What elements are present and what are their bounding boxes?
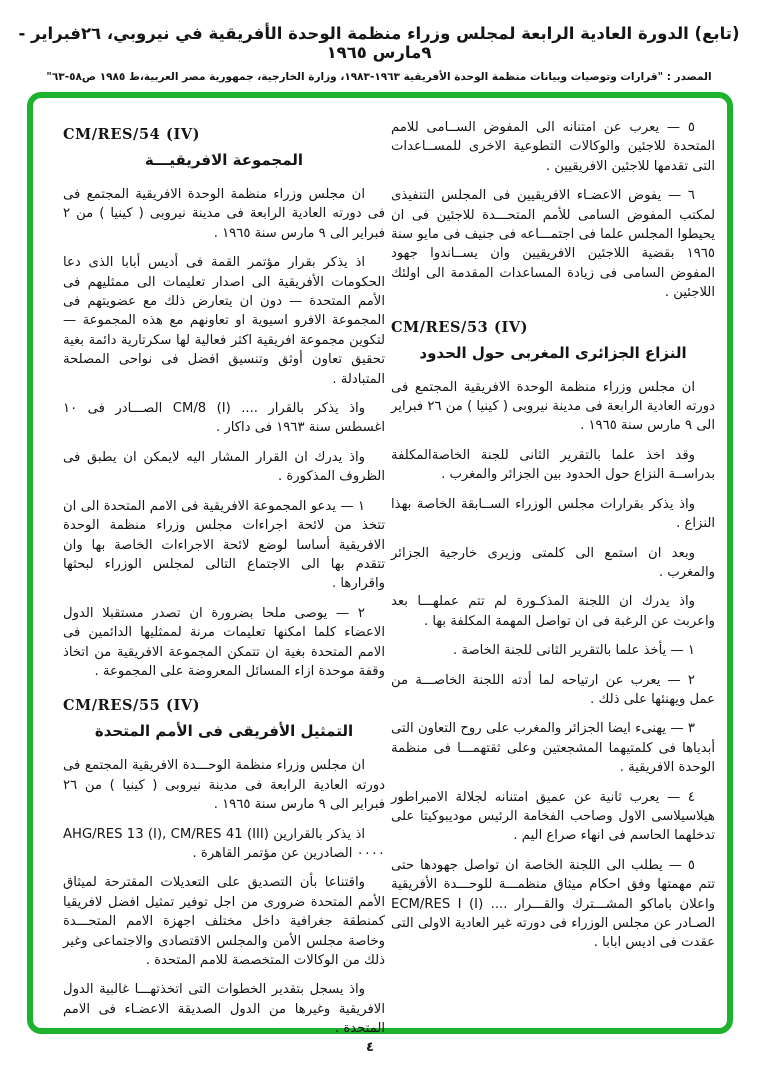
paragraph: ٢ — يعرب عن ارتياحه لما أدته اللجنة الخاصـــة من عمل ويهنئها على ذلك . — [391, 672, 715, 707]
paragraph: واذ يدرك ان اللجنة المذكـورة لم تتم عملهـــا بعد واعربت عن الرغبة فى ان تواصل المهمة المكلفة بها . — [391, 594, 715, 629]
header-source: المصدر : "قرارات وتوصيات وبيانات منظمة الوحدة الأفريقية ١٩٦٣-١٩٨٣، وزارة الخارجية، جمهورية مصر العربية،ط ١٩٨٥ ص٥٨-٦٣" — [46, 71, 712, 83]
paragraph: اذ يذكر بالقرارين AHG/RES 13 (I), CM/RES 41 (III) ٠٠٠٠ الصادرين عن مؤتمر القاهرة . — [63, 826, 385, 861]
paragraph: ٥ — يعرب عن امتنانه الى المفوض الســامى للامم المتحدة للاجئين والوكالات التطوعية الاخرى للمســاعدات التى تقدمها للاجئين الافريقيين . — [391, 120, 715, 174]
paragraph: وبعد ان استمع الى كلمتى وزيرى خارجية الجزائر والمغرب . — [391, 545, 715, 580]
resolution-label: CM/RES/53 (IV) — [391, 318, 529, 336]
paragraph: ان مجلس وزراء منظمة الوحدة الافريقية المجتمع فى دورته العادية الرابعة فى مدينة نيروبى ( كينيا ) من ٢٦ فبراير الى ٩ مارس سنة ١٩٦٥ . — [391, 379, 715, 434]
paragraph: ٥ — يطلب الى اللجنة الخاصة ان تواصل جهودها حتى تتم مهمتها وفق احكام ميثاق منظمـــة للوحـــدة الأفريقية واعلان باماكو المشـــترك والقـــرار .... ECM/RES I (I) الصـادر عن مجلس الوزراء فى دورته غير العادية الاولى التى عقدت فى اديس ابابا . — [391, 857, 715, 951]
column-right — [391, 118, 715, 963]
paragraph: ٦ — يفوض الاعضـاء الافريقيين فى المجلس التنفيذى لمكتب المفوض السامى للأمم المتحـــدة للاجئين فى ان يحيطوا المجلس علما فى اجتمـــاعه فى جنيف فى مايو سنة ١٩٦٥ بقضية اللاجئين الافريقيين وان يســاندوا جهود المفوض السامى فى زيادة المساعدات المقدمة الى اولئك اللاجئين . — [391, 188, 715, 301]
paragraph: واذ يذكر بقرارات مجلس الوزراء الســابقة الخاصة بهذا النزاع . — [391, 496, 715, 532]
resolution-label: CM/RES/55 (IV) — [63, 697, 201, 715]
paragraph: ١ — يأخذ علما بالتقرير الثانى للجنة الخاصة . — [453, 643, 695, 659]
content-border-box — [27, 92, 733, 1037]
resolution-label: CM/RES/54 (IV) — [63, 126, 201, 143]
paragraph: ١ — يدعو المجموعة الافريقية فى الامم المتحدة الى ان تتخذ من لائحة اجراءات مجلس وزراء منظمة الوحدة الافريقية أساسا لوضع لائحة الاجراءات الخاصة بها وان تتقدم بها الى الاجتماع التالى لمجلس الوزراء لبحثها واقرارها . — [63, 498, 385, 592]
resolution-heading: المجموعة الافريقيـــة — [144, 151, 304, 169]
resolution-heading: النزاع الجزائرى المغربى حول الحدود — [419, 343, 687, 362]
paragraph: ٢ — يوصى ملحا بضرورة ان تصدر مستقبلا الدول الاعضاء كلما امكنها تعليمات مرنة لممثليها الدائمين فى الامم المتحدة بغية ان تتمكن المجموعة الافريقية من اتخاذ وقفة موحدة ازاء المسائل المعروضة على المجموعة . — [63, 605, 385, 679]
paragraph: ٣ — يهنىء ايضا الجزائر والمغرب على روح التعاون التى أبدياها فى كلمتيهما المشجعتين وعلى ثقتهمـــا فى منظمة الوحدة الافريقية . — [391, 721, 715, 776]
resolution-heading: التمثيل الأفريقى فى الأمم المتحدة — [94, 722, 354, 741]
column-left — [63, 124, 385, 1049]
paragraph: ان مجلس وزراء منظمة الوحـــدة الافريقية المجتمع فى دورته العادية الرابعة فى مدينة نيروبى ( كينيا ) من ٢٦ فبراير الى ٩ مارس سنة ١٩٦٥ . — [63, 758, 385, 813]
paragraph: واذ يدرك ان القرار المشار اليه لايمكن ان يطبق فى الظروف المذكورة . — [63, 449, 385, 485]
document-header — [0, 0, 758, 83]
paragraph: واقتناعا بأن التصديق على التعديلات المقترحة لميثاق الأمم المتحدة ضرورى من اجل توفير تمثيل افضل لافريقيا كمنطقة جغرافية داخل مختلف اجهزة الامم المتحـــدة وخاصة مجلس الأمن والمجلس الاقتصادى والاجتماعى وغير ذلك من الوكالات المتخصصة للامم المتحدة . — [63, 875, 385, 968]
paragraph: ان مجلس وزراء منظمة الوحدة الافريقية المجتمع فى فى دورته العادية الرابعة فى مدينة نيروبى ( كينيا ) من ٢ فبراير الى ٩ مارس سنة ١٩٦٥ . — [63, 187, 385, 241]
paragraph: واذ يذكر بالقرار .... CM/8 (I) الصـــادر فى ١٠ اغسطس سنة ١٩٦٣ فى داكار . — [63, 401, 385, 436]
paragraph: واذ يسجل بتقدير الخطوات التى اتخذتهـــا غالبية الدول الافريقية وغيرها من الدول الصديقة الاعضـاء فى الامم المتحدة . — [63, 982, 385, 1037]
paragraph: وقد اخذ علما بالتقرير الثانى للجنة الخاصةالمكلفة بدراســة النزاع حول الحدود بين الجزائر والمغرب . — [391, 447, 715, 483]
paragraph: اذ يذكر بقرار مؤتمر القمة فى أديس أبابا الذى دعا الحكومات الأفريقية الى اصدار تعليمات الى ممثليهم فى الأمم المتحدة — دون ان يتعارض ذلك مع عضويتهم فى المجموعة الافرو اسيوية او تعاونهم مع هذه المجموعة — لتكوين مجموعة افريقية اكثر فعالية لها سكرتارية دائمة بغية تحقيق تعاون أوثق وتنسيق افضل فى نواحى المصلحة المتبادلة . — [63, 255, 385, 387]
header-title: (تابع) الدورة العادية الرابعة لمجلس وزراء منظمة الوحدة الأفريقية في نيروبي، ٢٦فبراير - ٩مارس ١٩٦٥ — [18, 24, 740, 62]
paragraph: ٤ — يعرب ثانية عن عميق امتنانه لجلالة الامبراطور هيلاسيلاسى الاول وصاحب الفخامة الرئيس موديبوكيتا على تدخلهما الحاسم فى انهاء صراع اليم . — [391, 789, 715, 844]
page-number: ٤ — [366, 1040, 374, 1055]
